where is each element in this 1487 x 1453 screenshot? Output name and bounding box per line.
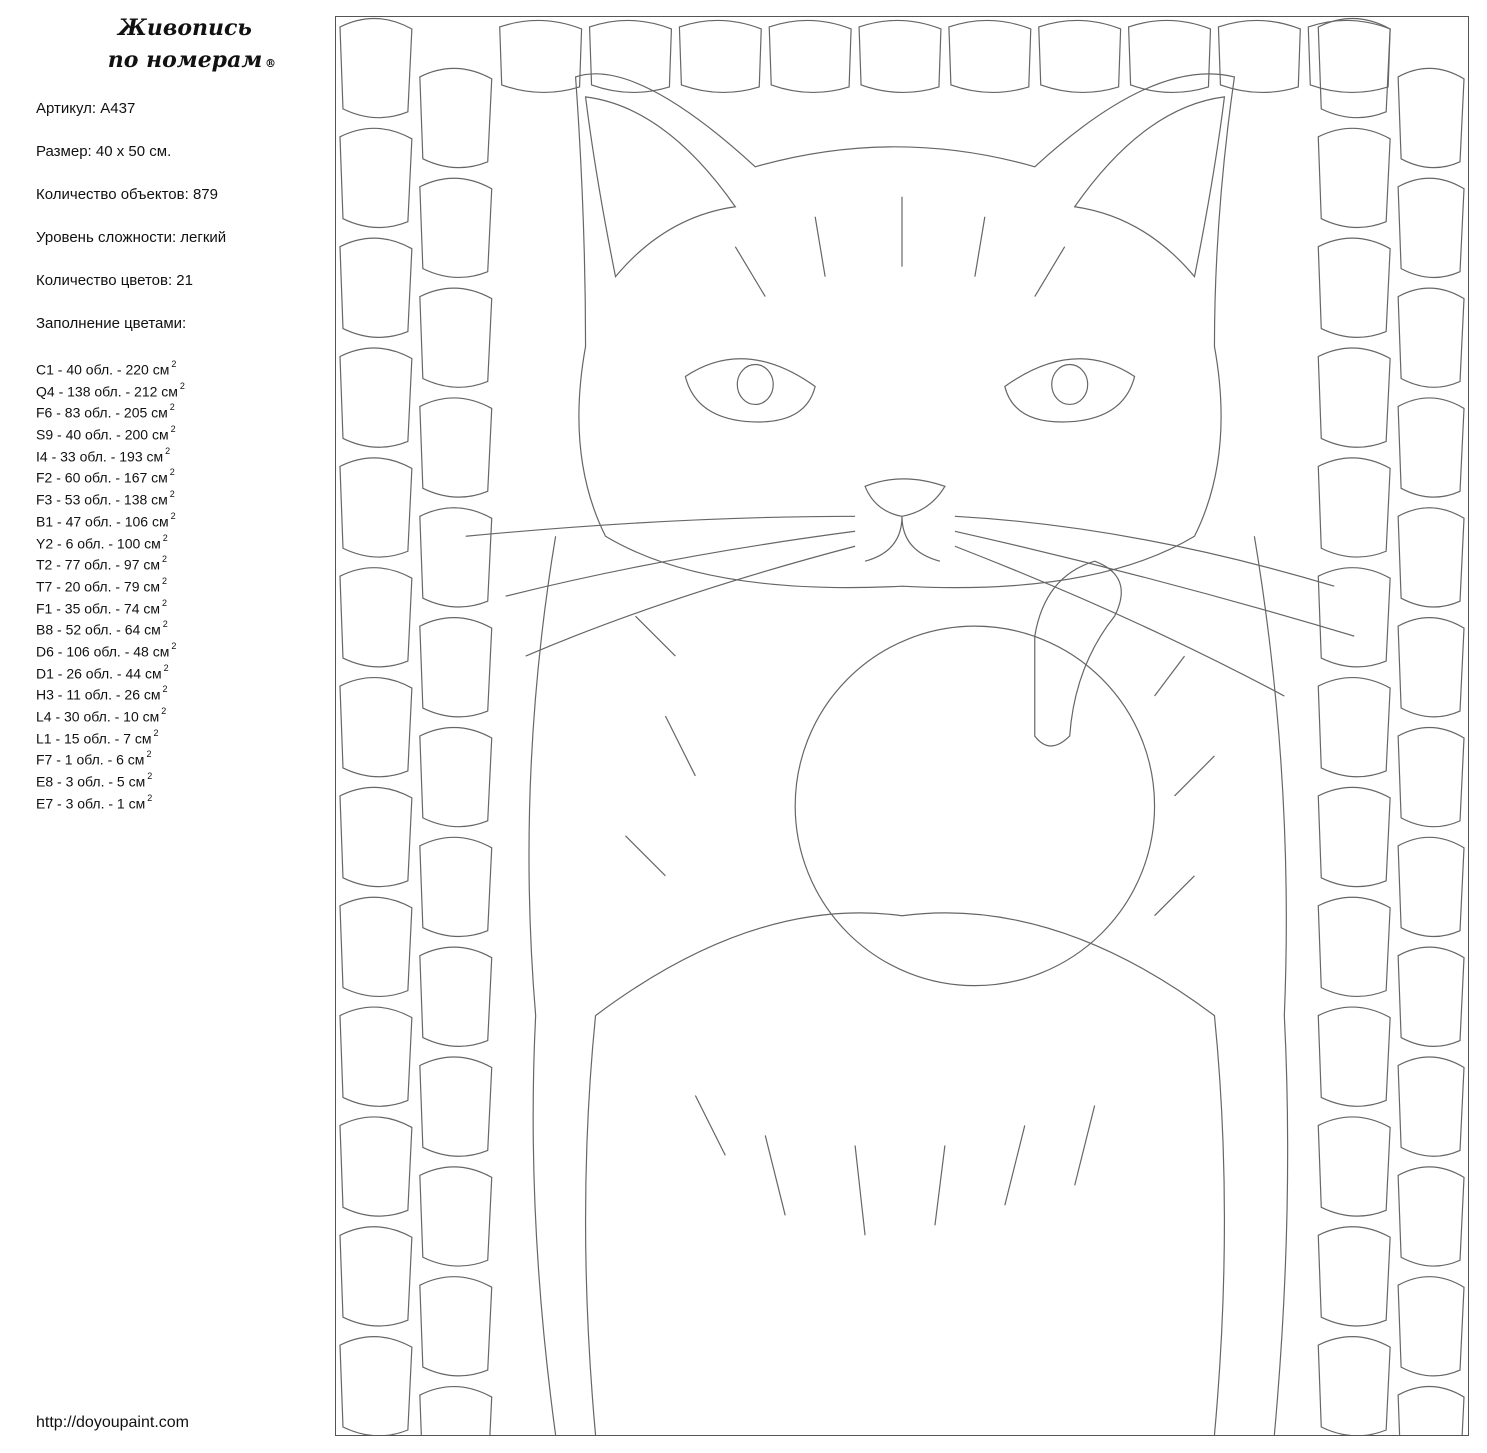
wall-stone [949, 20, 1031, 92]
wall-stone [1398, 618, 1464, 717]
palette-entry: F2 - 60 обл. - 167 см [36, 470, 168, 487]
wall-stone [420, 1167, 492, 1266]
area-unit-superscript: 2 [147, 792, 153, 803]
palette-entry: S9 - 40 обл. - 200 см [36, 426, 169, 443]
wall-stone [1398, 68, 1464, 167]
wall-stone [420, 288, 492, 387]
wall-stone [1398, 727, 1464, 826]
wall-stone [679, 20, 761, 92]
wall-stone [1318, 1337, 1390, 1435]
palette-entry: F6 - 83 обл. - 205 см [36, 405, 168, 422]
cat-right-ear [1075, 97, 1225, 277]
palette-row [36, 508, 185, 530]
wall-stone [420, 508, 492, 607]
palette-row [36, 595, 185, 617]
palette-entry: T2 - 77 обл. - 97 см [36, 556, 161, 573]
difficulty-level: Уровень сложности: легкий [36, 229, 227, 246]
palette-entry: Y2 - 6 обл. - 100 см [36, 535, 161, 552]
palette-row [36, 421, 185, 443]
palette-entry: D6 - 106 обл. - 48 см [36, 643, 170, 660]
wall-stone [1318, 1007, 1390, 1106]
palette-row [36, 681, 185, 703]
size-label: Размер: 40 х 50 см. [36, 143, 172, 160]
area-unit-superscript: 2 [163, 662, 169, 673]
palette-row [36, 660, 185, 682]
line-art-cat [336, 17, 1468, 1435]
area-unit-superscript: 2 [162, 597, 168, 608]
palette-entry: B8 - 52 обл. - 64 см [36, 621, 161, 638]
wall-stone [769, 20, 851, 92]
wall-stone [1318, 678, 1390, 777]
palette-row [36, 530, 185, 552]
area-unit-superscript: 2 [162, 554, 168, 565]
palette-entry: F7 - 1 обл. - 6 см [36, 752, 145, 769]
wall-stone [420, 68, 492, 167]
wall-stone [340, 1337, 412, 1435]
wall-stone [340, 18, 412, 117]
area-unit-superscript: 2 [147, 771, 153, 782]
article-label: Артикул: А437 [36, 100, 136, 117]
brand-line2: по номерам [107, 47, 263, 73]
wall-stone [420, 947, 492, 1046]
wall-stone [340, 458, 412, 557]
wall-stone [340, 1117, 412, 1216]
palette-row [36, 356, 185, 378]
wall-stone [1318, 348, 1390, 447]
area-unit-superscript: 2 [153, 727, 159, 738]
area-unit-superscript: 2 [169, 467, 175, 478]
palette-row [36, 725, 185, 747]
wall-stone [1398, 398, 1464, 497]
palette-row [36, 443, 185, 465]
wall-stone [340, 238, 412, 337]
wall-stone [1398, 178, 1464, 277]
color-fill-list [36, 356, 185, 811]
coloring-canvas [335, 16, 1469, 1436]
wall-stone [340, 1227, 412, 1326]
palette-row [36, 551, 185, 573]
wall-stone [1318, 1117, 1390, 1216]
area-unit-superscript: 2 [169, 489, 175, 500]
cat-right-eye [1005, 359, 1135, 422]
wall-stone [859, 20, 941, 92]
area-unit-superscript: 2 [171, 640, 177, 651]
palette-row [36, 790, 185, 812]
cat-left-pupil [737, 365, 773, 405]
wall-stone [1318, 787, 1390, 886]
wall-stone [420, 837, 492, 936]
wall-stone [1398, 947, 1464, 1046]
brand-line1: Живопись [118, 15, 252, 41]
wall-stone [420, 1387, 492, 1435]
wall-stone [420, 618, 492, 717]
wall-stone [340, 348, 412, 447]
wall-stone [1398, 1057, 1464, 1156]
registered-mark: ® [265, 57, 276, 70]
fill-header: Заполнение цветами: [36, 315, 187, 332]
palette-row [36, 638, 185, 660]
wall-stone [1318, 897, 1390, 996]
area-unit-superscript: 2 [169, 402, 175, 413]
brand-logo [90, 12, 280, 76]
palette-entry: C1 - 40 обл. - 220 см [36, 361, 170, 378]
info-panel [0, 0, 320, 1453]
wall-stone [340, 568, 412, 667]
palette-row [36, 573, 185, 595]
cat-chest [586, 913, 1225, 1435]
wall-stone [1398, 1167, 1464, 1266]
area-unit-superscript: 2 [161, 706, 167, 716]
ball-stem [1035, 561, 1122, 746]
palette-entry: E7 - 3 обл. - 1 см [36, 795, 146, 812]
ball [795, 626, 1154, 985]
wall-stone [420, 398, 492, 497]
product-info [36, 98, 226, 356]
wall-stone [1398, 1387, 1464, 1435]
wall-stone [340, 128, 412, 227]
wall-stone [340, 897, 412, 996]
palette-row [36, 703, 185, 725]
wall-stone [1318, 458, 1390, 557]
area-unit-superscript: 2 [162, 532, 168, 543]
palette-entry: D1 - 26 обл. - 44 см [36, 665, 162, 682]
wall-stone [1129, 20, 1211, 92]
cat-right-pupil [1052, 365, 1088, 405]
palette-entry: F1 - 35 обл. - 74 см [36, 600, 161, 617]
wall-stone [340, 678, 412, 777]
colors-count: Количество цветов: 21 [36, 272, 193, 289]
fur-strokes [625, 197, 1214, 1236]
area-unit-superscript: 2 [162, 619, 168, 630]
wall-stone [340, 787, 412, 886]
objects-count: Количество объектов: 879 [36, 186, 218, 203]
palette-entry: Q4 - 138 обл. - 212 см [36, 383, 178, 400]
area-unit-superscript: 2 [171, 359, 177, 369]
wall-stone [1398, 837, 1464, 936]
wall-stone [340, 1007, 412, 1106]
cat-left-eye [685, 359, 815, 422]
palette-entry: E8 - 3 обл. - 5 см [36, 773, 146, 790]
palette-entry: F3 - 53 обл. - 138 см [36, 491, 168, 508]
cat-mouth [865, 516, 940, 561]
wall-stone [420, 1057, 492, 1156]
area-unit-superscript: 2 [165, 445, 171, 456]
wall-stone [1398, 1277, 1464, 1376]
wall-stone [1398, 288, 1464, 387]
area-unit-superscript: 2 [170, 510, 176, 521]
palette-entry: L4 - 30 обл. - 10 см [36, 708, 160, 725]
wall-stone [1318, 18, 1390, 117]
palette-entry: L1 - 15 обл. - 7 см [36, 730, 152, 747]
cat-nose [865, 479, 945, 516]
area-unit-superscript: 2 [146, 749, 152, 760]
area-unit-superscript: 2 [179, 380, 185, 391]
wall-stone [590, 20, 672, 92]
palette-entry: B1 - 47 обл. - 106 см [36, 513, 169, 530]
palette-row [36, 616, 185, 638]
palette-row [36, 768, 185, 790]
site-url: http://doyoupaint.com [36, 1414, 189, 1431]
wall-stone [500, 20, 582, 92]
wall-stone [1318, 1227, 1390, 1326]
wall-stone [1318, 568, 1390, 667]
palette-row [36, 486, 185, 508]
wall-stone [420, 1277, 492, 1376]
palette-row [36, 464, 185, 486]
wall-stone [420, 727, 492, 826]
wall-stone [1318, 238, 1390, 337]
wall-stone [1039, 20, 1121, 92]
wall-stone [1398, 508, 1464, 607]
area-unit-superscript: 2 [170, 424, 176, 435]
wall-stone [1218, 20, 1300, 92]
palette-row [36, 746, 185, 768]
palette-entry: T7 - 20 обл. - 79 см [36, 578, 161, 595]
area-unit-superscript: 2 [162, 575, 168, 586]
palette-entry: I4 - 33 обл. - 193 см [36, 448, 164, 465]
palette-row [36, 399, 185, 421]
palette-entry: H3 - 11 обл. - 26 см [36, 686, 161, 703]
area-unit-superscript: 2 [162, 684, 168, 695]
cat-head [576, 74, 1235, 588]
palette-row [36, 378, 185, 400]
wall-stone [1318, 128, 1390, 227]
cat-left-ear [586, 97, 736, 277]
wall-stone [420, 178, 492, 277]
